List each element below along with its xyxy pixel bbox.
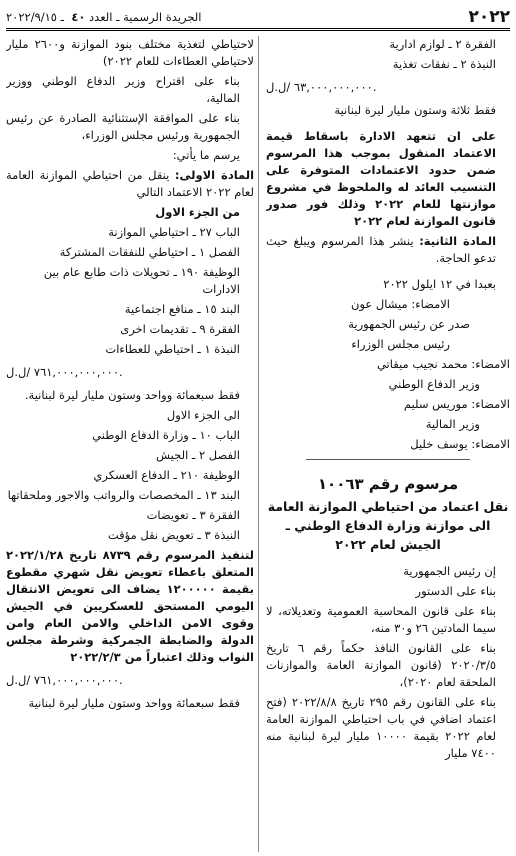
issued-by: صدر عن رئيس الجمهورية bbox=[348, 317, 470, 331]
issue-number: ٤٠ bbox=[71, 9, 86, 24]
amount-in-words: فقط سبعمائة وواحد وستون مليار ليرة لبنانية. bbox=[24, 388, 240, 402]
divider bbox=[306, 459, 470, 460]
minister-title: وزير المالية bbox=[425, 417, 480, 431]
preamble: بناء على القانون النافذ حكماً رقم ٦ تاريخ ٢٠٢٠/٣/٥ (قانون الموازنة العامة والموازنات الملحقة لعام ٢٠٢٠)، bbox=[266, 641, 496, 689]
amount: ٦٣,٠٠٠,٠٠٠,٠٠٠ /ل.ل. bbox=[266, 80, 377, 94]
budget-line: البند ١٥ ـ منافع اجتماعية bbox=[124, 302, 240, 316]
preamble: بناء على قانون المحاسبة العمومية وتعديلاته، لا سيما المادتين ٢٦ و٣٠ منه، bbox=[266, 604, 496, 635]
header-gazette-info: الجريدة الرسمية ـ العدد ٤٠ ـ ٢٠٢٢/٩/١٥ bbox=[6, 9, 202, 24]
right-column bbox=[266, 36, 510, 852]
budget-line: الفصل ١ ـ احتياطي للنفقات المشتركة bbox=[59, 245, 240, 259]
text-line: النبذة ٢ ـ نفقات تغذية bbox=[392, 57, 496, 71]
text-paragraph: يرسم ما يأتي: bbox=[172, 148, 240, 162]
budget-line: البند ١٣ ـ المخصصات والرواتب والاجور وملحقاتها bbox=[7, 488, 240, 502]
amount-in-words: فقط ثلاثة وستون مليار ليرة لبنانية bbox=[334, 103, 496, 117]
preamble: بناء على القانون رقم ٢٩٥ تاريخ ٢٠٢٢/٨/٨ (فتح اعتماد اضافي في باب احتياطي الموازنة العامة لعام ٢٠٢٢ بقيمة ١٠٠٠٠ مليار ليرة لبنانية منه ٧٤٠٠ مليار bbox=[266, 695, 496, 760]
page-header bbox=[6, 6, 510, 31]
text-paragraph: بناء على اقتراح وزير الدفاع الوطني ووزير المالية، bbox=[6, 74, 240, 105]
execution-paragraph: لتنفيذ المرسوم رقم ٨٧٣٩ تاريخ ٢٠٢٢/١/٢٨ المتعلق باعطاء تعويض نقل شهري مقطوع بقيمة ١٢٠٠٠٠٠ يضاف الى تعويض الانتقال اليومي المستحق للعسكريين في الجيش وقوى الامن الداخلي والامن العام وامن الدولة والضابطة الجمركية وشرطة مجلس النواب وذلك اعتباراً من ٢٠٢٢/٢/٣ bbox=[6, 548, 254, 664]
article-text: ينقل من احتياطي الموازنة العامة لعام ٢٠٢٢ الاعتماد التالي bbox=[6, 168, 254, 199]
section-heading: الى الجزء الاول bbox=[166, 408, 240, 422]
date-line: بعبدا في ١٢ ايلول ٢٠٢٢ bbox=[383, 277, 496, 291]
budget-line: النبذة ٣ ـ تعويض نقل مؤقت bbox=[107, 528, 240, 542]
budget-line: النبذة ١ ـ احتياطي للعطاءات bbox=[105, 342, 240, 356]
pm-title: رئيس مجلس الوزراء bbox=[351, 337, 450, 351]
budget-line: الباب ٢٧ ـ احتياطي الموازنة bbox=[108, 225, 240, 239]
section-heading: من الجزء الاول bbox=[155, 205, 240, 219]
budget-line: الوظيفة ٢١٠ ـ الدفاع العسكري bbox=[93, 468, 240, 482]
decree-subtitle: نقل اعتماد من احتياطي الموازنة العامة الى موازنة وزارة الدفاع الوطني ـ الجيش لعام ٢٠٢٢ bbox=[267, 499, 509, 552]
gazette-name: الجريدة الرسمية ـ العدد bbox=[89, 9, 202, 24]
article-label: المادة الثانية: bbox=[419, 234, 497, 248]
left-column bbox=[6, 36, 254, 852]
issue-date: ٢٠٢٢/٩/١٥ bbox=[6, 9, 57, 24]
text-paragraph: لاحتياطي لتغذية مختلف بنود الموازنة و٢٦٠٠ مليار لاحتياطي العطاءات للعام ٢٠٢٢) bbox=[6, 37, 254, 68]
header-year: ٢٠٢٢ bbox=[468, 6, 510, 27]
decree-title: مرسوم رقم ١٠٠٦٣ bbox=[317, 475, 459, 493]
condition-paragraph: على ان تتعهد الادارة باسقاط قيمة الاعتماد المنقول بموجب هذا المرسوم ضمن حدود الاعتمادات المتوفرة على التنسيب العائد له والملحوظ في مشروع موازنتها للعام ٢٠٢٢ وذلك فور صدور قانون الموازنة لعام ٢٠٢٢ bbox=[266, 129, 496, 228]
budget-line: الفقرة ٩ ـ تقديمات اخرى bbox=[120, 322, 240, 336]
budget-line: الوظيفة ١٩٠ ـ تحويلات ذات طابع عام بين الادارات bbox=[43, 265, 240, 296]
article-text: ينشر هذا المرسوم ويبلغ حيث تدعو الحاجة. bbox=[266, 234, 496, 265]
signature: الامضاء: يوسف خليل bbox=[410, 437, 510, 451]
amount: ٧٦١,٠٠٠,٠٠٠,٠٠٠ /ل.ل. bbox=[6, 365, 123, 379]
budget-line: الباب ١٠ ـ وزارة الدفاع الوطني bbox=[92, 428, 240, 442]
column-divider bbox=[258, 36, 259, 852]
amount-in-words: فقط سبعمائة وواحد وستون مليار ليرة لبنانية bbox=[28, 696, 240, 710]
signature: الامضاء: موريس سليم bbox=[403, 397, 510, 411]
article-two bbox=[266, 233, 510, 267]
article-label: المادة الاولى: bbox=[174, 168, 254, 182]
signature: الامضاء: ميشال عون bbox=[351, 297, 450, 311]
amount: ٧٦١,٠٠٠,٠٠٠,٠٠٠ /ل.ل. bbox=[6, 673, 123, 687]
article-one bbox=[6, 167, 254, 201]
preamble: إن رئيس الجمهورية bbox=[403, 564, 496, 578]
text-line: الفقرة ٢ ـ لوازم ادارية bbox=[389, 37, 496, 51]
minister-title: وزير الدفاع الوطني bbox=[388, 377, 480, 391]
preamble: بناء على الدستور bbox=[415, 584, 496, 598]
budget-line: الفصل ٢ ـ الجيش bbox=[156, 448, 240, 462]
signature: الامضاء: محمد نجيب ميقاتي bbox=[376, 357, 510, 371]
budget-line: الفقرة ٣ ـ تعويضات bbox=[146, 508, 240, 522]
text-paragraph: بناء على الموافقة الإستثنائية الصادرة عن رئيس الجمهورية ورئيس مجلس الوزراء، bbox=[6, 111, 240, 142]
